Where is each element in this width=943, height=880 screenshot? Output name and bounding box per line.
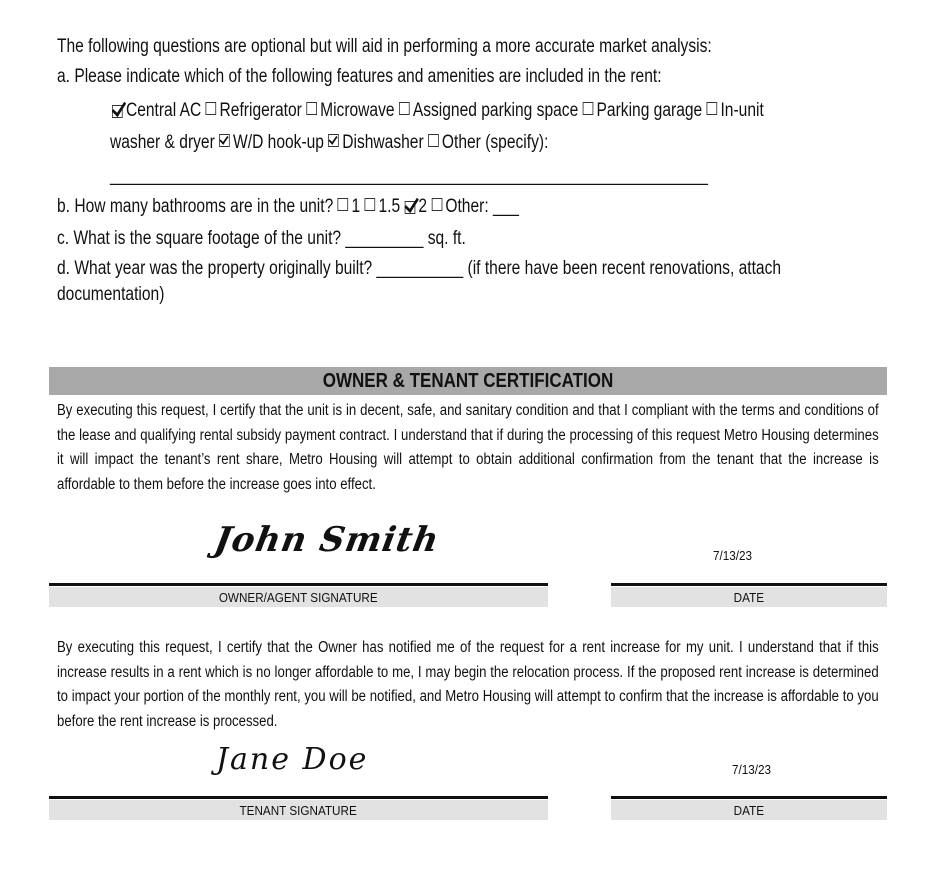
intro-text: The following questions are optional but will aid in performing a more accurate market analysis: bbox=[57, 36, 712, 57]
tenant-date-value: 7/13/23 bbox=[732, 762, 772, 777]
checkbox-icon[interactable] bbox=[431, 198, 442, 211]
question-d: d. What year was the property originally built? __________ (if there have been recent renovations, attach bbox=[57, 258, 782, 279]
amenity-washer-dryer-cont: washer & dryer bbox=[110, 132, 215, 153]
checkbox-icon[interactable] bbox=[338, 198, 349, 211]
owner-date-line bbox=[611, 583, 887, 586]
owner-signature-label: OWNER/AGENT SIGNATURE bbox=[49, 587, 548, 607]
checkbox-icon[interactable] bbox=[428, 134, 439, 147]
checkbox-checked-icon[interactable] bbox=[219, 134, 230, 147]
amenities-line-2 bbox=[110, 132, 548, 154]
owner-date-label: DATE bbox=[611, 587, 887, 607]
checkbox-icon[interactable] bbox=[365, 198, 376, 211]
bath-option-2[interactable]: 2 bbox=[404, 196, 427, 217]
checkbox-icon[interactable] bbox=[583, 102, 594, 115]
tenant-date-line bbox=[611, 796, 887, 799]
amenities-line-1 bbox=[112, 100, 764, 122]
amenity-dishwasher[interactable]: Dishwasher bbox=[328, 132, 423, 153]
question-b: b. How many bathrooms are in the unit? 1 1.5 2 Other: ___ bbox=[57, 196, 519, 217]
bath-option-other[interactable]: Other: ___ bbox=[431, 196, 519, 217]
certification-header bbox=[49, 367, 887, 395]
amenity-other[interactable]: Other (specify): bbox=[428, 132, 548, 153]
amenity-wd-hookup[interactable]: W/D hook-up bbox=[219, 132, 324, 153]
checkbox-icon[interactable] bbox=[399, 102, 410, 115]
tenant-signature-label: TENANT SIGNATURE bbox=[49, 800, 548, 820]
checkbox-checked-icon[interactable] bbox=[404, 197, 415, 213]
amenity-central-ac[interactable]: Central AC bbox=[112, 100, 201, 121]
owner-signature: John Smith bbox=[211, 520, 443, 560]
bath-option-1-5[interactable]: 1.5 bbox=[365, 196, 401, 217]
checkbox-checked-icon[interactable] bbox=[112, 101, 123, 117]
bath-option-1[interactable]: 1 bbox=[338, 196, 361, 217]
amenity-in-unit-washer[interactable]: In-unit bbox=[707, 100, 764, 121]
owner-signature-line bbox=[49, 583, 548, 586]
amenity-refrigerator[interactable]: Refrigerator bbox=[206, 100, 302, 121]
checkbox-icon[interactable] bbox=[707, 102, 718, 115]
amenity-assigned-parking[interactable]: Assigned parking space bbox=[399, 100, 578, 121]
tenant-certification-text: By executing this request, I certify that the Owner has notified me of the request for a rent increase for my unit. I understand that if this increase results in a rent which is no longer affordable to me, I may begin the relocation process. If the proposed rent increase is determined to impact your portion of the monthly rent, you will be notified, and Metro Housing will attempt to confirm that the increase is affordable to you before the rent increase is processed. bbox=[57, 639, 879, 730]
tenant-signature: Jane Doe bbox=[216, 742, 369, 777]
other-specify-blank[interactable]: _____________________________________________________________________ bbox=[110, 165, 708, 186]
checkbox-icon[interactable] bbox=[306, 102, 317, 115]
certification-title: OWNER & TENANT CERTIFICATION bbox=[322, 370, 614, 392]
tenant-signature-line bbox=[49, 796, 548, 799]
amenity-microwave[interactable]: Microwave bbox=[306, 100, 394, 121]
tenant-date-label: DATE bbox=[611, 800, 887, 820]
checkbox-icon[interactable] bbox=[206, 102, 217, 115]
checkbox-checked-icon[interactable] bbox=[328, 134, 339, 147]
owner-date-value: 7/13/23 bbox=[713, 548, 753, 563]
question-d-cont: documentation) bbox=[57, 284, 165, 305]
amenity-parking-garage[interactable]: Parking garage bbox=[583, 100, 703, 121]
owner-certification-text: By executing this request, I certify that the unit is in decent, safe, and sanitary condition and that I compliant with the terms and conditions of the lease and qualifying rental subsidy payment contract. I understand that if during the processing of this request Metro Housing determines it will impact the tenant’s rent share, Metro Housing will attempt to obtain additional confirmation from the tenant that the increase is affordable to them before the increase goes into effect. bbox=[57, 402, 879, 493]
question-c: c. What is the square footage of the unit? _________ sq. ft. bbox=[57, 228, 466, 249]
question-a: a. Please indicate which of the following features and amenities are included in the rent: bbox=[57, 66, 662, 87]
